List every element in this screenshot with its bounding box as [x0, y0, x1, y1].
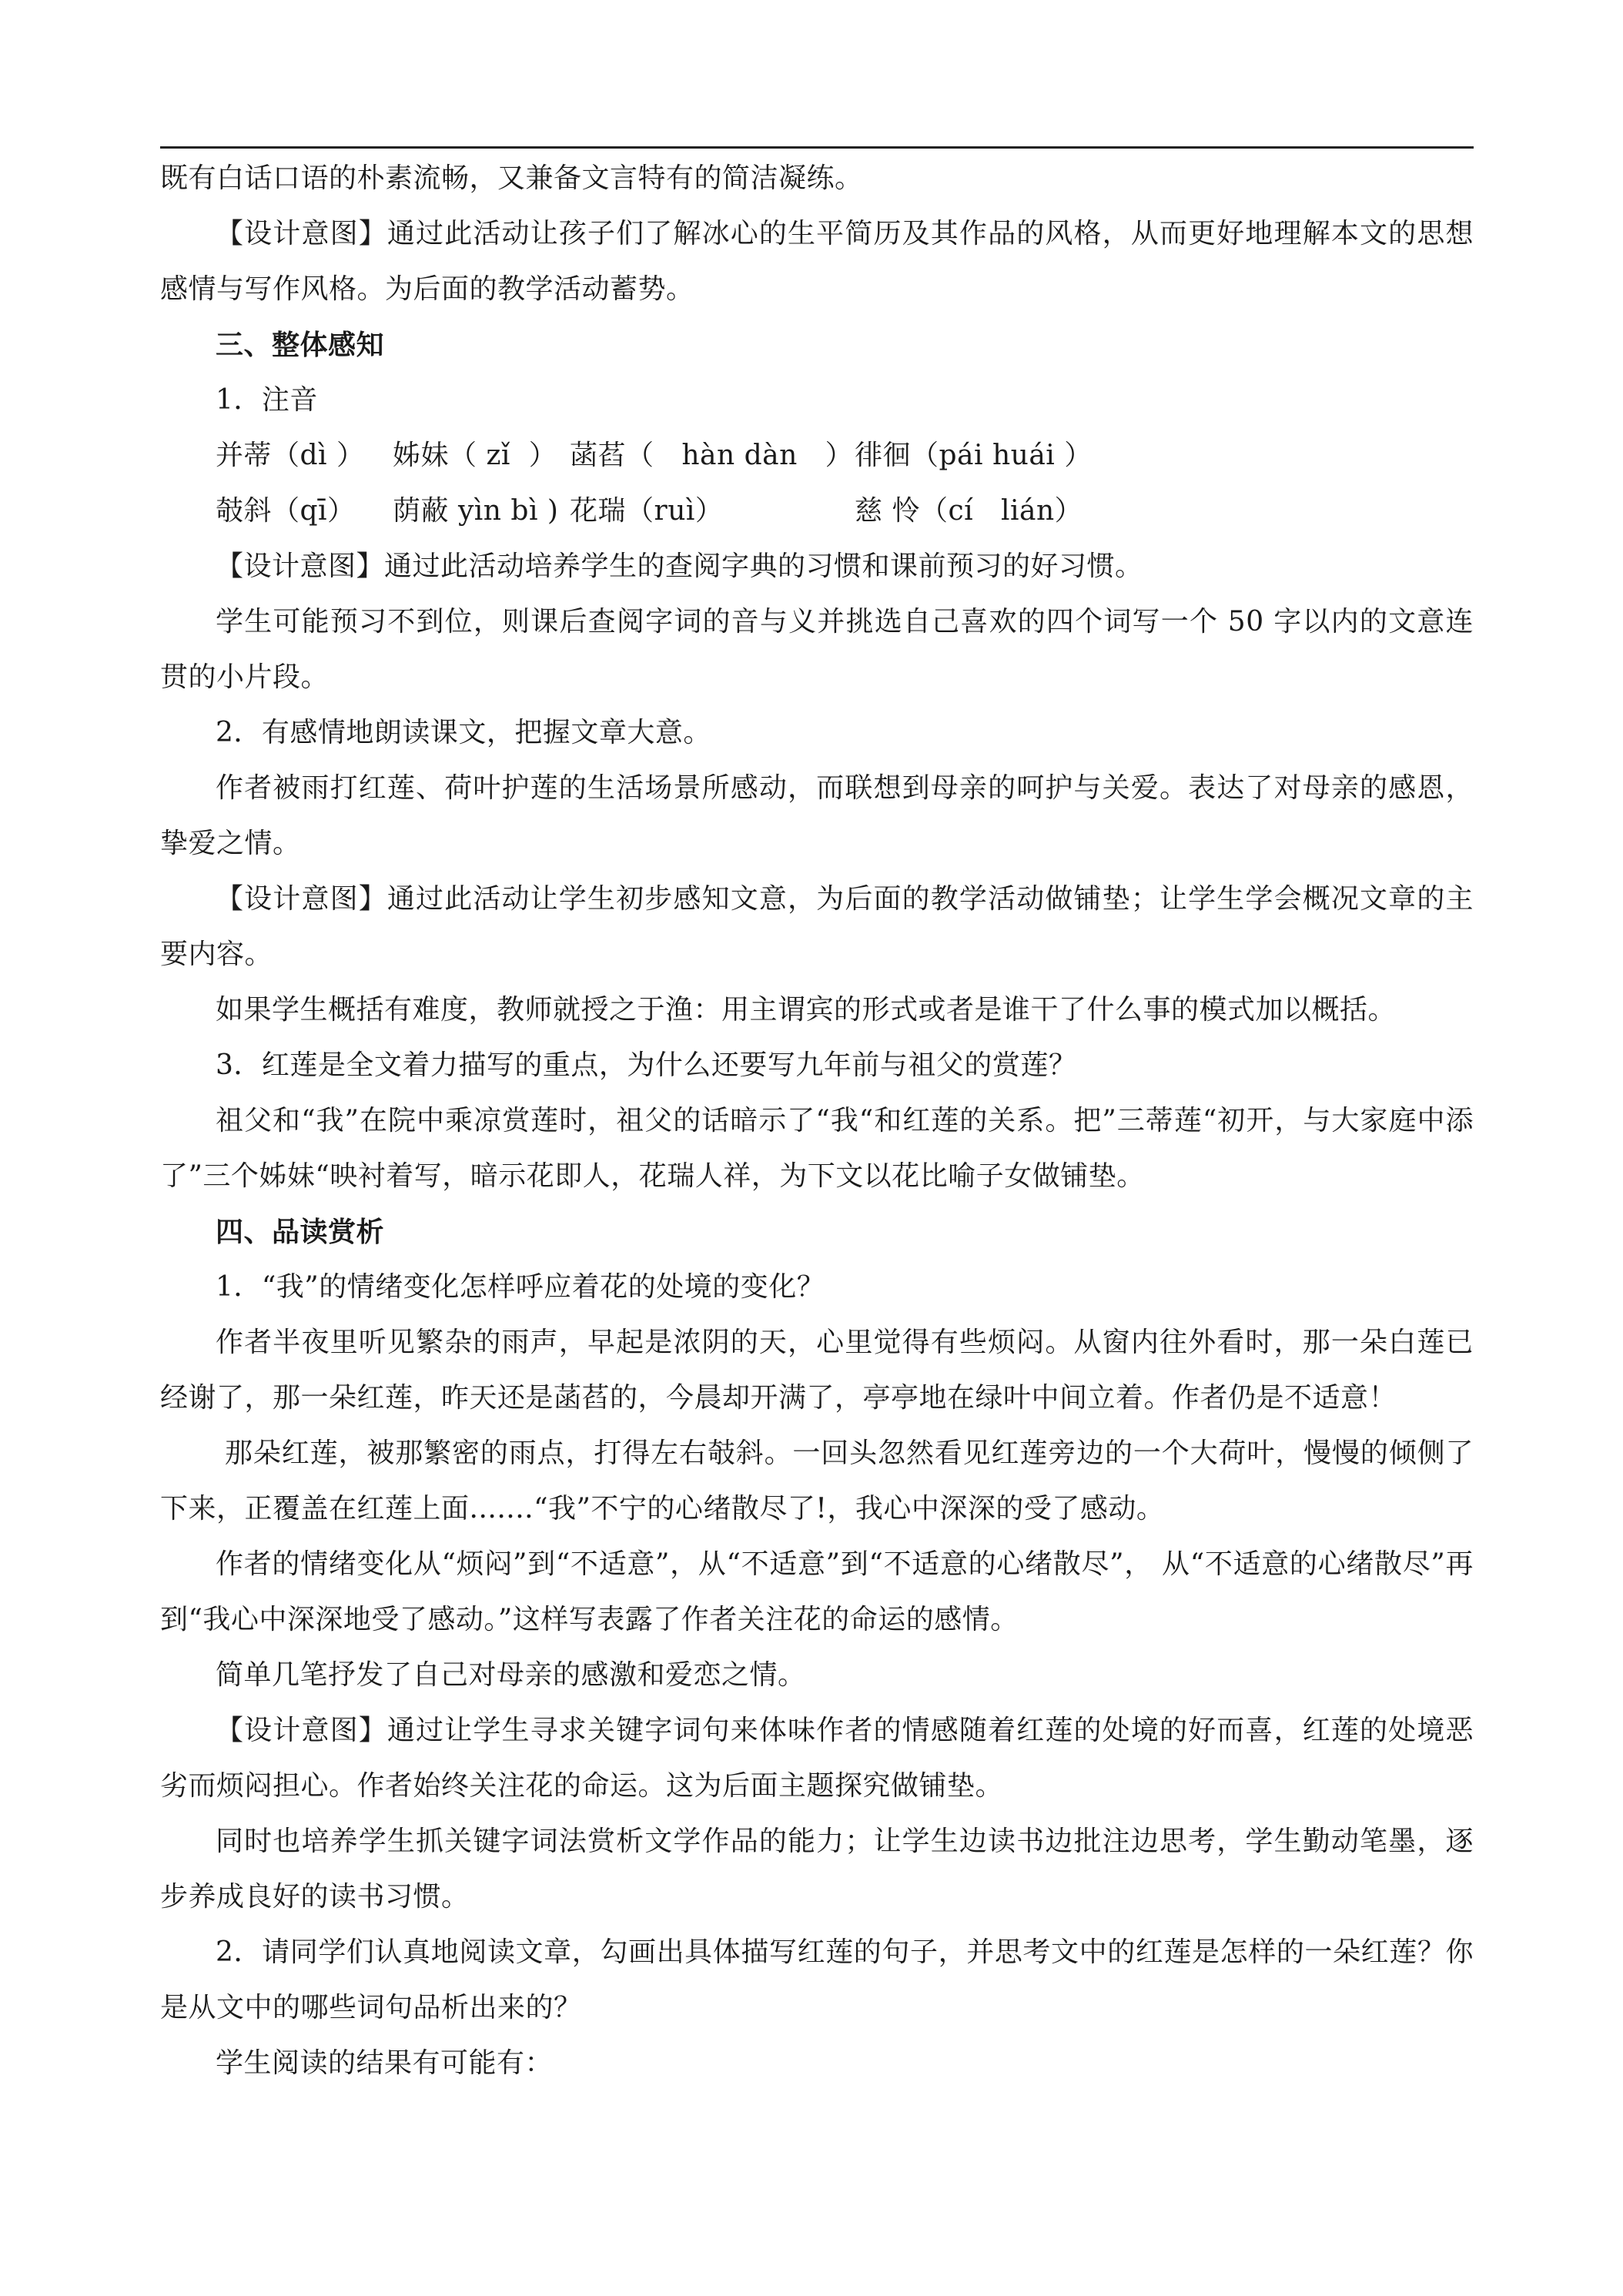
subheading-reading-aloud: 2．有感情地朗读课文，把握文章大意。 — [216, 717, 711, 748]
paragraph: 作者半夜里听见繁杂的雨声，早起是浓阴的天，心里觉得有些烦闷。从窗内往外看时，那一朵白莲已经谢了，那一朵红莲，昨天还是菡萏的，今晨却开满了，亭亭地在绿叶中间立着。作者仍是不适意！ — [160, 1327, 1474, 1414]
header-rule — [160, 146, 1474, 149]
paragraph: 祖父和“我”在院中乘凉赏莲时，祖父的话暗示了“我“和红莲的关系。把”三蒂莲“初开，与大家庭中添了”三个姊妹“映衬着写，暗示花即人，花瑞人祥，为下文以花比喻子女做铺垫。 — [160, 1105, 1474, 1192]
subheading-pronunciation: 1．注音 — [216, 384, 318, 416]
paragraph: 如果学生概括有难度，教师就授之于渔：用主谓宾的形式或者是谁干了什么事的模式加以概括。 — [216, 994, 1397, 1026]
pinyin-item: 徘徊（pái huái ） — [855, 440, 1093, 471]
subheading-question-3: 3．红莲是全文着力描写的重点，为什么还要写九年前与祖父的赏莲？ — [216, 1049, 1077, 1081]
paragraph: 同时也培养学生抓关键字词法赏析文学作品的能力；让学生边读书边批注边思考，学生勤动笔墨，逐步养成良好的读书习惯。 — [160, 1826, 1474, 1913]
design-intent-paragraph: 【设计意图】通过此活动让孩子们了解冰心的生平简历及其作品的风格，从而更好地理解本文的思想感情与写作风格。为后面的教学活动蓄势。 — [160, 218, 1474, 305]
pinyin-row-1 — [160, 428, 1474, 484]
design-intent-paragraph: 【设计意图】通过此活动让学生初步感知文意，为后面的教学活动做铺垫；让学生学会概况文章的主要内容。 — [160, 883, 1474, 970]
pinyin-item: 慈 怜（cí lián） — [855, 495, 1083, 527]
pinyin-item: 并蒂（dì ） — [216, 440, 365, 471]
pinyin-item: 花瑞（ruì） — [570, 495, 724, 527]
subheading-question-2: 2．请同学们认真地阅读文章，勾画出具体描写红莲的句子，并思考文中的红莲是怎样的一朵红莲？你是从文中的哪些词句品析出来的？ — [160, 1936, 1474, 2023]
paragraph: 简单几笔抒发了自己对母亲的感激和爱恋之情。 — [216, 1659, 806, 1691]
design-intent-paragraph: 【设计意图】通过让学生寻求关键字词句来体味作者的情感随着红莲的处境的好而喜，红莲的处境恶劣而烦闷担心。作者始终关注花的命运。这为后面主题探究做铺垫。 — [160, 1715, 1474, 1802]
pinyin-item: 荫蔽 yìn bì ) — [393, 495, 559, 527]
pinyin-item: 姊妹（ zǐ ） — [393, 440, 557, 471]
section-heading-overall-perception: 三、整体感知 — [216, 329, 385, 361]
design-intent-paragraph: 【设计意图】通过此活动培养学生的查阅字典的习惯和课前预习的好习惯。 — [216, 551, 1143, 582]
paragraph: 学生可能预习不到位，则课后查阅字词的音与义并挑选自己喜欢的四个词写一个 50 字以内的文意连贯的小片段。 — [160, 606, 1474, 693]
pinyin-item: 菡萏（ hàn dàn ） — [570, 440, 854, 471]
paragraph: 学生阅读的结果有可能有： — [216, 2047, 554, 2079]
subheading-question-1: 1．“我”的情绪变化怎样呼应着花的处境的变化？ — [216, 1271, 825, 1303]
document-body — [160, 151, 1474, 2091]
section-heading-reading-appreciation: 四、品读赏析 — [216, 1216, 385, 1248]
paragraph: 作者的情绪变化从“烦闷”到“不适意”，从“不适意”到“不适意的心绪散尽”， 从“不适意的心绪散尽”再到“我心中深深地受了感动。”这样写表露了作者关注花的命运的感情。 — [160, 1548, 1474, 1635]
pinyin-item: 攲斜（qī） — [216, 495, 356, 527]
paragraph: 那朵红莲，被那繁密的雨点，打得左右攲斜。一回头忽然看见红莲旁边的一个大荷叶，慢慢的倾侧了下来，正覆盖在红莲上面.......“我”不宁的心绪散尽了!，我心中深深的受了感动。 — [160, 1438, 1474, 1525]
paragraph: 作者被雨打红莲、荷叶护莲的生活场景所感动，而联想到母亲的呵护与关爱。表达了对母亲的感恩，挚爱之情。 — [160, 772, 1474, 859]
paragraph: 既有白话口语的朴素流畅，又兼备文言特有的简洁凝练。 — [160, 162, 863, 194]
pinyin-row-2 — [160, 484, 1474, 539]
